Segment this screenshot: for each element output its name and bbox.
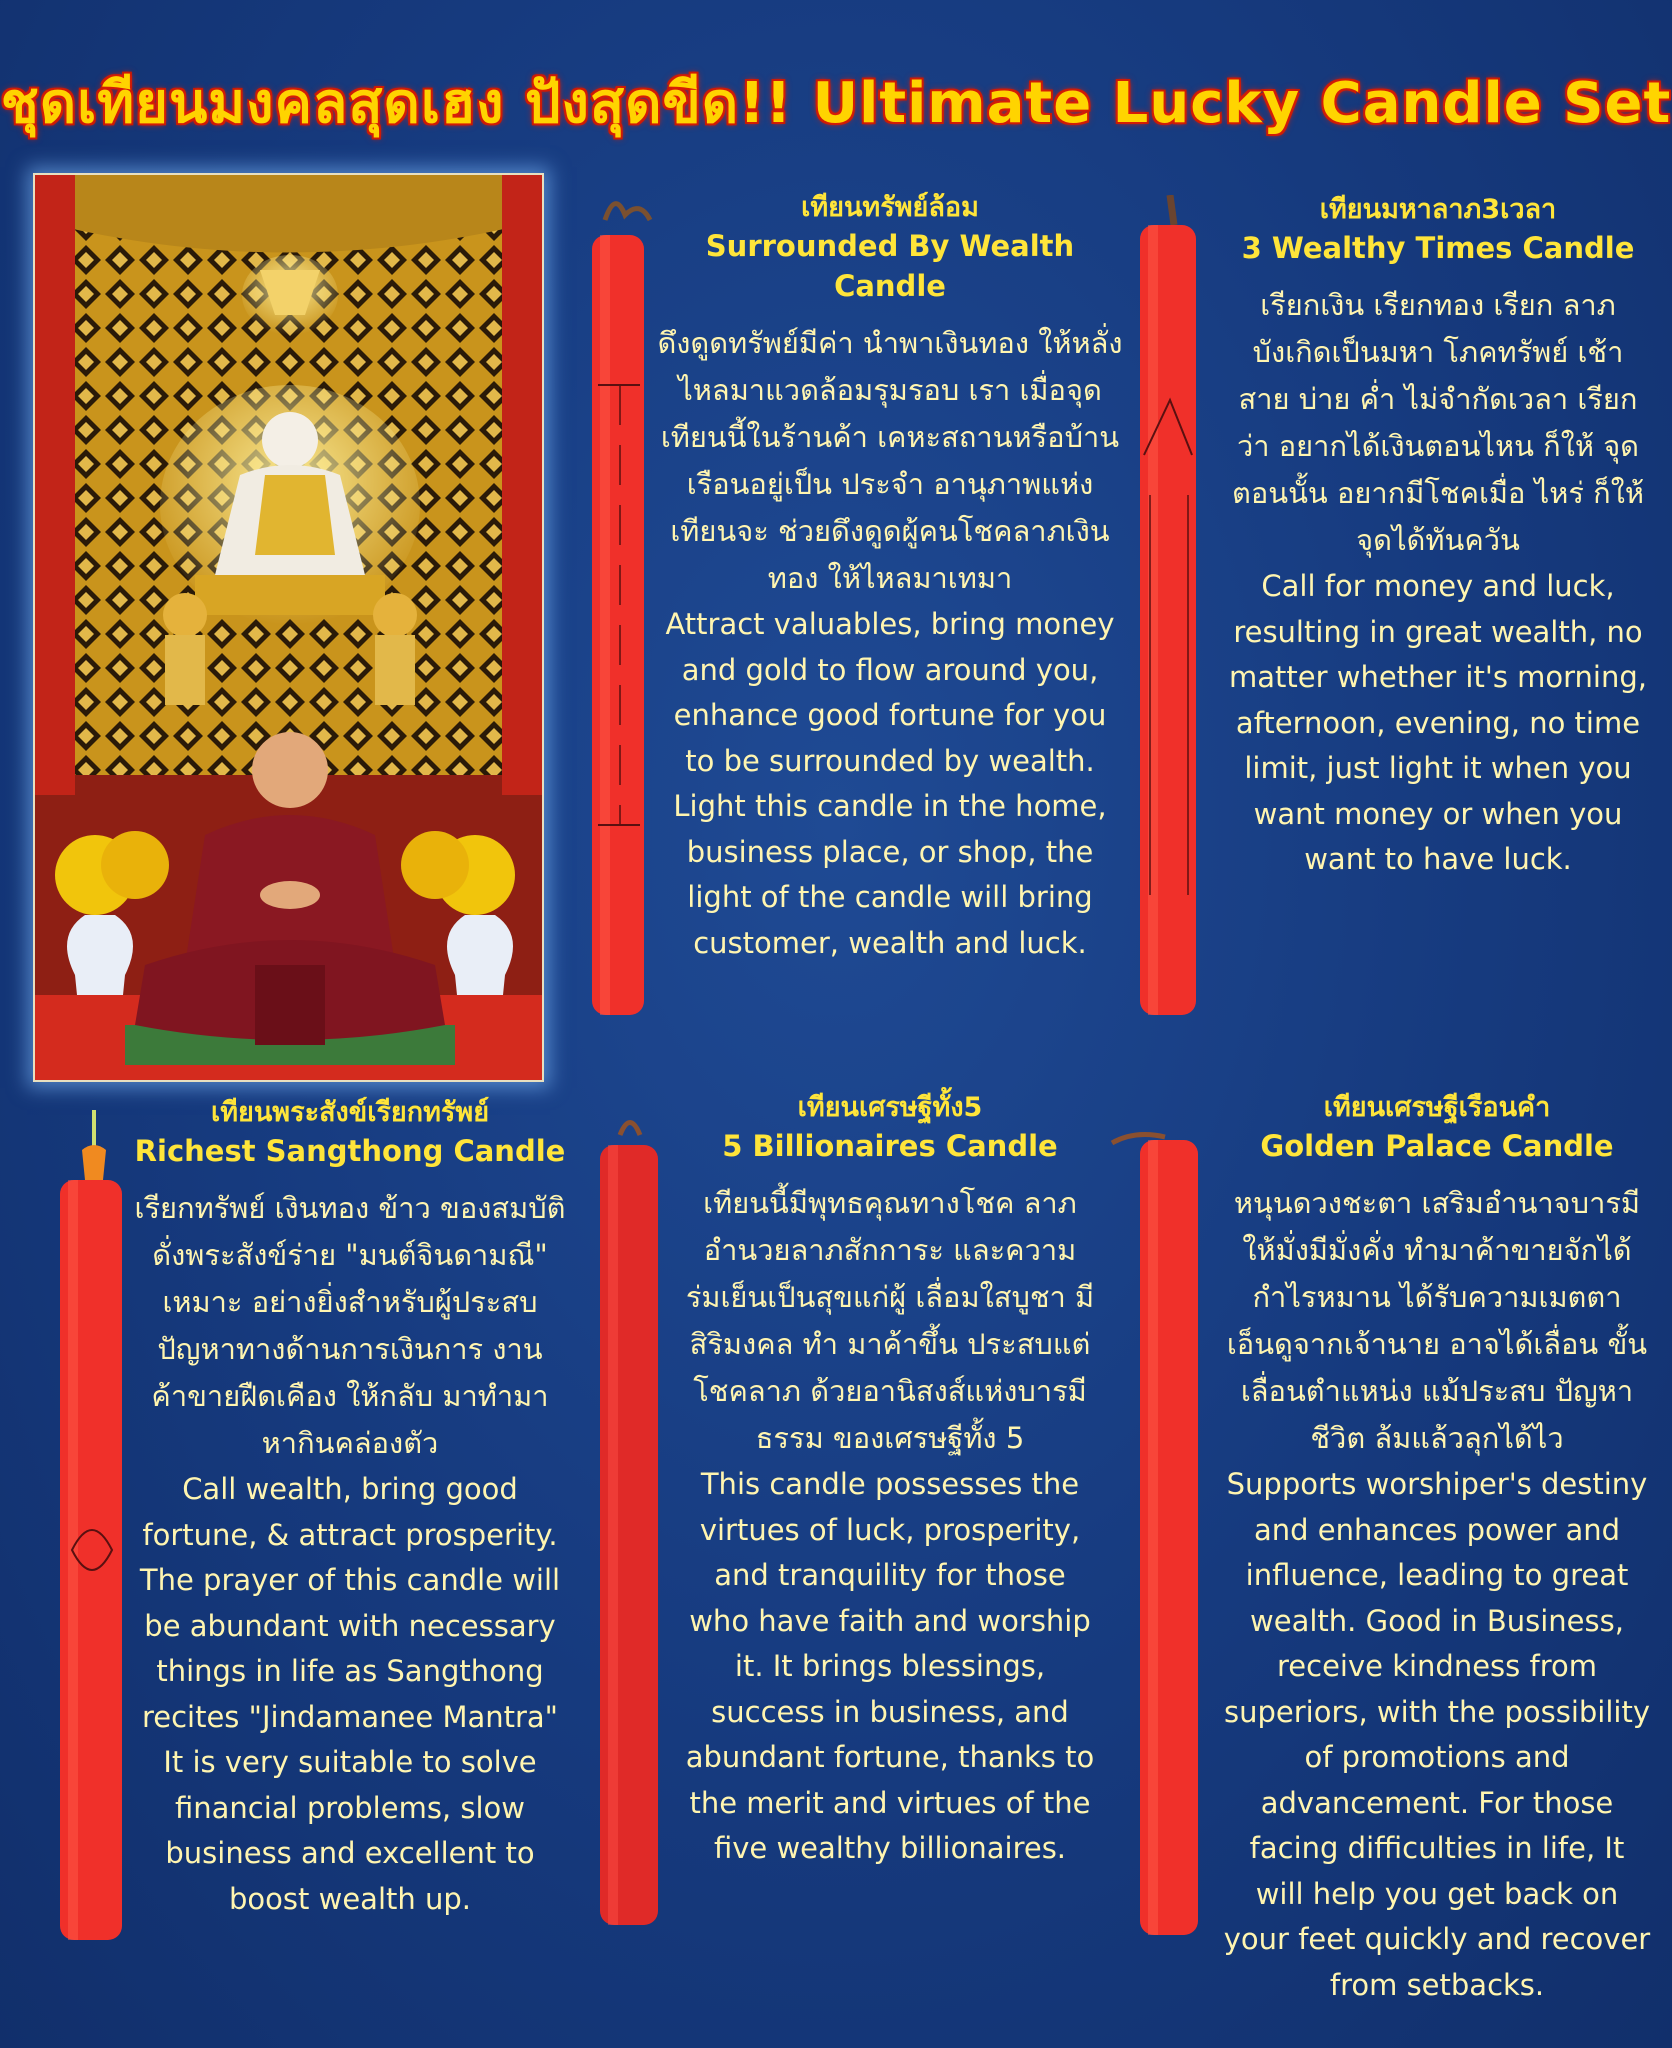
candle-5-thai-text: หนุนดวงชะตา เสริมอำนาจบารมี ให้มั่งมีมั่งคั่ง ทำมาค้าขายจักได้ กำไรหมาน ได้รับความเมตตา เอ็นดูจากเจ้านาย อาจได้เลื่อน ขั้นเลื่อนตำแหน่ง แม้ประสบ ปัญหาชีวิต ล้มแล้วลุกได้ไว (1226, 1186, 1648, 1455)
candle-2-english-name: 3 Wealthy Times Candle (1241, 231, 1635, 265)
candle-4-thai-name: เทียนเศรษฐีทั้ง5 (797, 1092, 983, 1123)
candle-3-description (130, 1095, 570, 1922)
candle-4-english-name: 5 Billionaires Candle (722, 1129, 1058, 1163)
candle-3-english-text: Call wealth, bring good fortune, & attract prosperity. The prayer of this candle will be abundant with necessary things in life as Sangthong recites "Jindamanee Mantra" It is very suitable to solve financial problems, slow business and excellent to boost wealth up. (139, 1472, 561, 1916)
candle-2-thai-text: เรียกเงิน เรียกทอง เรียก ลาภ บังเกิดเป็นมหา โภคทรัพย์ เช้า สาย บ่าย ค่ำ ไม่จำกัดเวลา เรียกว่า อยากได้เงินตอนไหน ก็ให้ จุดตอนนั้น อยากมีโชคเมื่อ ไหร่ ก็ให้จุดได้ทันควัน (1232, 288, 1644, 557)
candle-3-image (52, 1110, 132, 1940)
candle-5-english-text: Supports worshiper's destiny and enhances power and influence, leading to great wealth. Good in Business, receive kindness from superiors, with the possibility of promotions and advancement. For those facing difficulties in life, It will help you get back on your feet quickly and recover from setbacks. (1223, 1467, 1651, 2002)
candle-1-image (580, 195, 660, 1025)
candle-4-description (680, 1090, 1100, 1872)
candle-2-description (1228, 192, 1648, 883)
candle-4-thai-text: เทียนนี้มีพุทธคุณทางโชค ลาภ อำนวยลาภสักการะ และความร่มเย็นเป็นสุขแก่ผู้ เลื่อมใสบูชา มีสิริมงคล ทำ มาค้าขึ้น ประสบแต่โชคลาภ ด้วยอานิสงส์แห่งบารมีธรรม ของเศรษฐีทั้ง 5 (685, 1186, 1095, 1455)
candle-1-description (655, 190, 1125, 966)
candle-5-thai-name: เทียนเศรษฐีเรือนคำ (1323, 1092, 1551, 1123)
candle-2-thai-name: เทียนมหาลาภ3เวลา (1319, 194, 1557, 225)
candle-2-english-text: Call for money and luck, resulting in great wealth, no matter whether it's morning, afternoon, evening, no time limit, just light it when you want money or when you want to have luck. (1229, 569, 1647, 876)
candle-5-english-name: Golden Palace Candle (1260, 1129, 1614, 1163)
candle-5-image (1110, 1125, 1210, 1945)
candle-1-english-text: Attract valuables, bring money and gold to flow around you, enhance good fortune for you to be surrounded by wealth. Light this candle in the home, business place, or shop, the light of the candle will bring customer, wealth and luck. (665, 607, 1115, 960)
candle-4-image (590, 1115, 670, 1935)
candle-4-english-text: This candle possesses the virtues of luck, prosperity, and tranquility for those who have faith and worship it. It brings blessings, success in business, and abundant fortune, thanks to the merit and virtues of the five wealthy billionaires. (685, 1467, 1095, 1865)
candle-1-thai-name: เทียนทรัพย์ล้อม (801, 192, 979, 223)
candle-3-thai-name: เทียนพระสังข์เรียกทรัพย์ (210, 1097, 490, 1128)
candle-3-english-name: Richest Sangthong Candle (134, 1134, 566, 1168)
candle-5-description (1222, 1090, 1652, 2008)
candle-1-english-name: Surrounded By Wealth Candle (705, 229, 1075, 303)
monk-temple-image (35, 175, 542, 1080)
candle-3-thai-text: เรียกทรัพย์ เงินทอง ข้าว ของสมบัติ ดั่งพระสังข์ร่าย "มนต์จินดามณี" เหมาะ อย่างยิ่งสำหรับผู้ประสบ ปัญหาทางด้านการเงินการ งาน ค้าขายฝืดเคือง ให้กลับ มาทำมาหากินคล่องตัว (134, 1191, 566, 1460)
temple-photo (33, 173, 544, 1082)
page-title: ชุดเทียนมงคลสุดเฮง ปังสุดขีด!! Ultimate Lucky Candle Set (0, 71, 1672, 136)
candle-1-thai-text: ดึงดูดทรัพย์มีค่า นำพาเงินทอง ให้หลั่งไหลมาแวดล้อมรุมรอบ เรา เมื่อจุดเทียนนี้ในร้านค้า เคหะสถานหรือบ้านเรือนอยู่เป็น ประจำ อานุภาพแห่งเทียนจะ ช่วยดึงดูดผู้คนโชคลาภเงินทอง ให้ไหลมาเทมา (657, 326, 1123, 595)
candle-2-image (1130, 195, 1210, 1025)
